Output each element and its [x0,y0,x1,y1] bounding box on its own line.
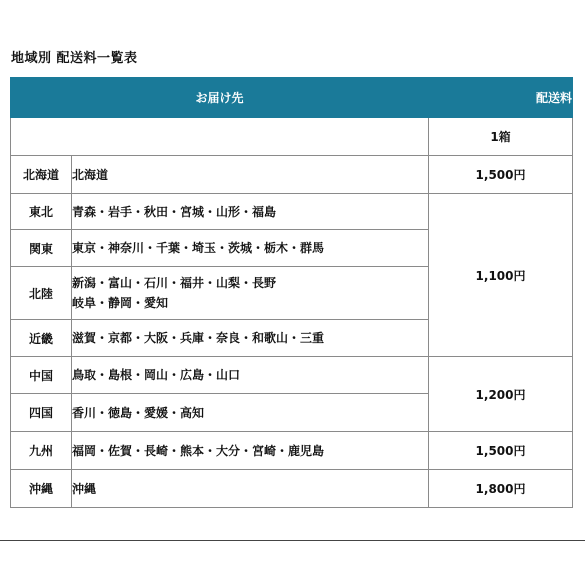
region-cell: 九州 [11,432,72,470]
table-header-row [11,78,573,118]
table-row [11,156,573,194]
page-title: 地域別 配送料一覧表 [11,51,138,66]
prefectures-line: 新潟・富山・石川・福井・山梨・長野 [72,276,277,290]
table-row [11,470,573,508]
region-cell: 東北 [11,194,72,230]
region-cell: 四国 [11,394,72,432]
prefectures-cell: 鳥取・島根・岡山・広島・山口 [72,357,429,394]
shipping-fee-table [10,77,573,508]
prefectures-cell: 香川・徳島・愛媛・高知 [72,394,429,432]
region-cell: 北陸 [11,267,72,320]
subheader-quantity: 1箱 [429,118,573,156]
prefectures-cell: 沖縄 [72,470,429,508]
fee-cell: 1,500円 [429,432,573,470]
fee-cell: 1,100円 [429,194,573,357]
fee-cell: 1,200円 [429,357,573,432]
fee-cell: 1,800円 [429,470,573,508]
divider [0,540,585,541]
fee-cell: 1,500円 [429,156,573,194]
header-fee: 配送料 [429,78,573,118]
prefectures-line: 岐阜・静岡・愛知 [72,296,169,310]
prefectures-cell: 滋賀・京都・大阪・兵庫・奈良・和歌山・三重 [72,320,429,357]
prefectures-cell: 北海道 [72,156,429,194]
table-subheader-row [11,118,573,156]
table-row [11,194,573,230]
region-cell: 中国 [11,357,72,394]
prefectures-cell: 福岡・佐賀・長崎・熊本・大分・宮崎・鹿児島 [72,432,429,470]
table-row [11,432,573,470]
region-cell: 沖縄 [11,470,72,508]
region-cell: 近畿 [11,320,72,357]
header-destination: お届け先 [11,78,429,118]
table-row [11,357,573,394]
prefectures-cell [72,267,429,320]
prefectures-cell: 青森・岩手・秋田・宮城・山形・福島 [72,194,429,230]
region-cell: 北海道 [11,156,72,194]
region-cell: 関東 [11,230,72,267]
subheader-empty-cell [11,118,429,156]
prefectures-cell: 東京・神奈川・千葉・埼玉・茨城・栃木・群馬 [72,230,429,267]
